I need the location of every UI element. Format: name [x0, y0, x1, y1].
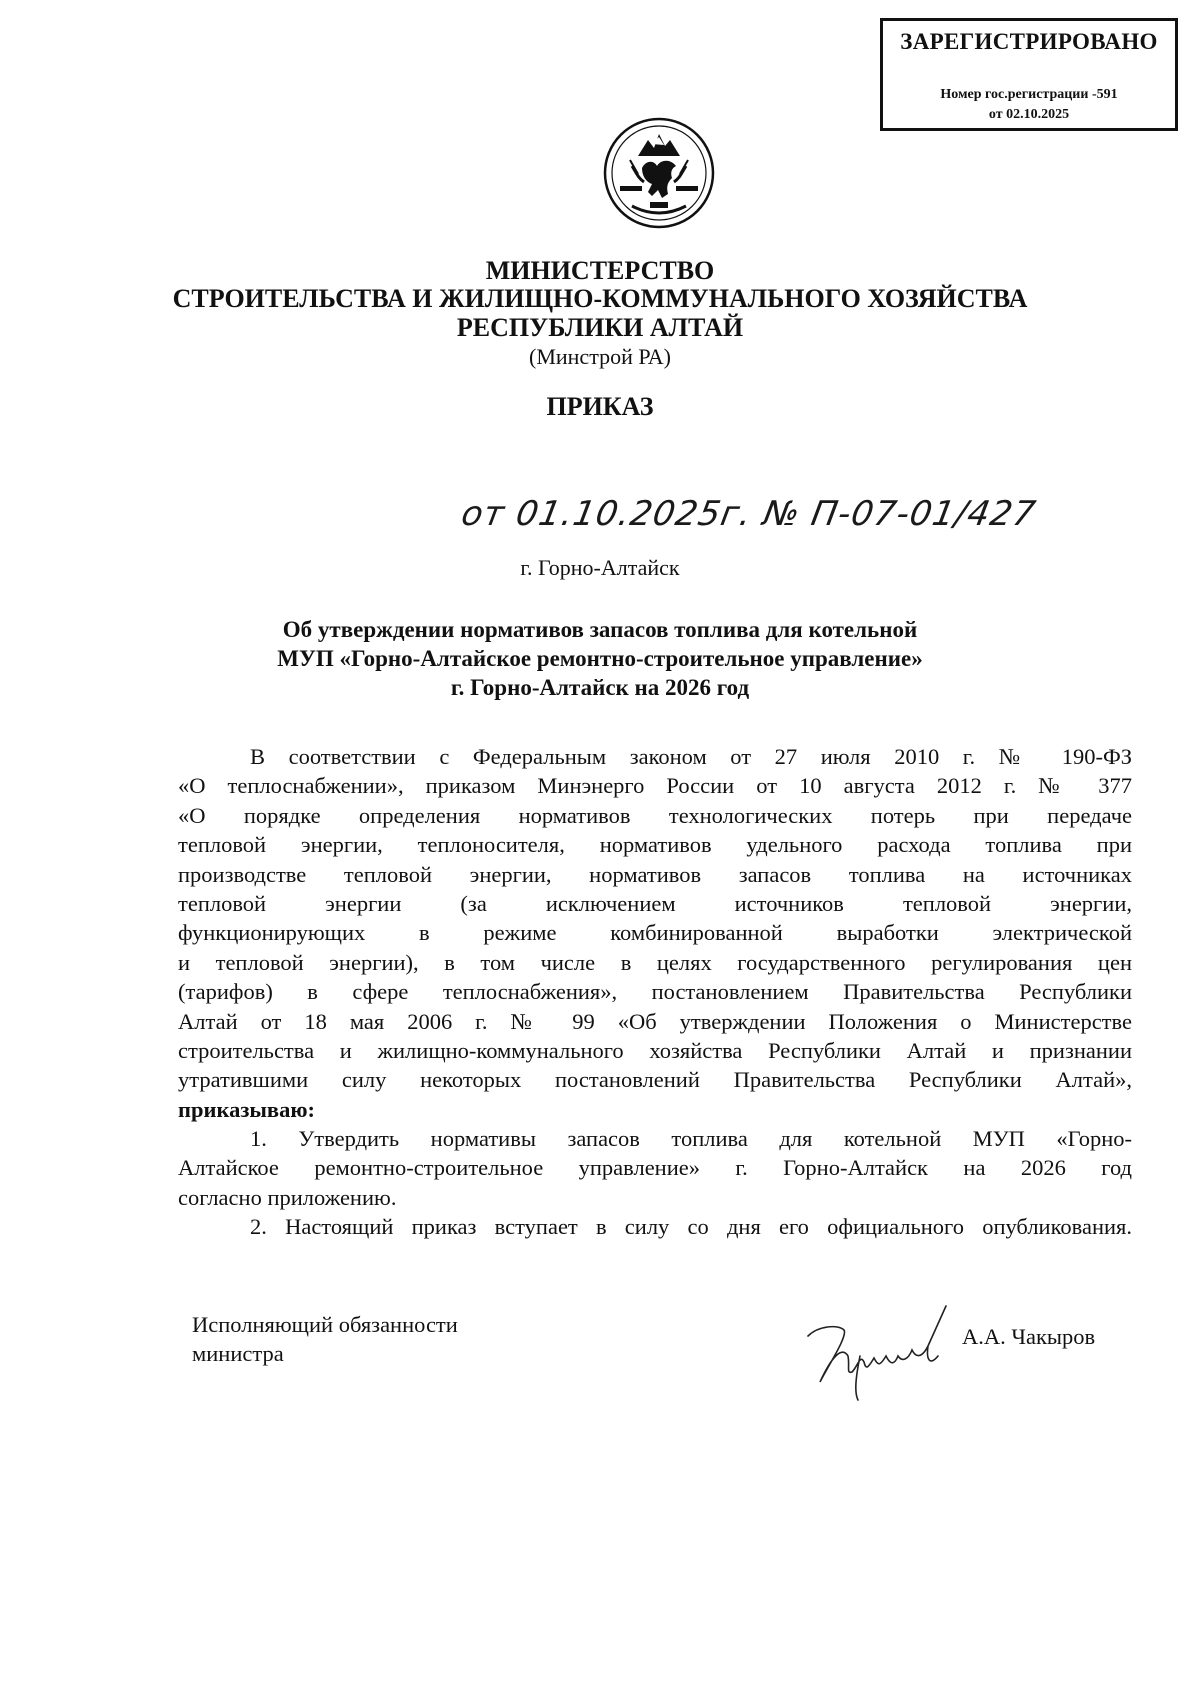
- item2-line: 2. Настоящий приказ вступает в силу со дня его официального опубликования.: [250, 1214, 1132, 1240]
- subject-line3: г. Горно-Алтайск на 2026 год: [450, 675, 750, 700]
- preamble-line: (тарифов) в сфере теплоснабжения», постановлением Правительства Республики: [178, 979, 1132, 1005]
- preamble-line: тепловой энергии, теплоносителя, нормативов удельного расхода топлива при: [178, 832, 1132, 858]
- signatory-name: А.А. Чакыров: [962, 1324, 1096, 1349]
- preamble-paragraph: [178, 742, 1132, 1242]
- preamble-line: и тепловой энергии), в том числе в целях государственного регулирования цен: [178, 949, 1132, 975]
- ministry-title-line2: СТРОИТЕЛЬСТВА И ЖИЛИЩНО-КОММУНАЛЬНОГО ХОЗЯЙСТВА: [172, 284, 1028, 313]
- order-number-handwritten: от 01.10.2025г. № П-07-01/427: [458, 494, 1040, 534]
- preamble-line: Алтай от 18 мая 2006 г. № 99 «Об утверждении Положения о Министерстве: [178, 1008, 1132, 1034]
- preamble-line: производстве тепловой энергии, нормативов запасов топлива на источниках: [178, 861, 1132, 887]
- preamble-line: «О порядке определения нормативов технологических потерь при передаче: [178, 802, 1132, 828]
- city: г. Горно-Алтайск: [520, 555, 680, 580]
- item1-line: Алтайское ремонтно-строительное управление» г. Горно-Алтайск на 2026 год: [178, 1155, 1132, 1181]
- preamble-line: «О теплоснабжении», приказом Минэнерго России от 10 августа 2012 г. № 377: [178, 773, 1132, 799]
- ministry-abbreviation: (Минстрой РА): [529, 344, 671, 369]
- preamble-line: В соответствии с Федеральным законом от 27 июля 2010 г. № 190-ФЗ: [250, 744, 1132, 769]
- stamp-reg-number: Номер гос.регистрации -591: [940, 87, 1118, 102]
- ministry-title-line3: РЕСПУБЛИКИ АЛТАЙ: [456, 313, 744, 342]
- preamble-line: строительства и жилищно-коммунального хозяйства Республики Алтай и признании: [178, 1037, 1132, 1063]
- stamp-reg-date: от 02.10.2025: [988, 107, 1070, 122]
- signatory-position-line1: Исполняющий обязанности: [192, 1312, 458, 1337]
- preamble-line: тепловой энергии (за исключением источников тепловой энергии,: [178, 890, 1132, 916]
- preamble-line: утратившими силу некоторых постановлений Правительства Республики Алтай»,: [178, 1067, 1132, 1093]
- handwritten-signature: [798, 1296, 968, 1406]
- altai-republic-coat-of-arms-icon: [602, 116, 716, 230]
- subject-line2: МУП «Горно-Алтайское ремонтно-строительное управление»: [277, 646, 923, 671]
- signatory-position-line2: министра: [192, 1341, 284, 1366]
- order-word: приказываю:: [178, 1096, 316, 1122]
- stamp-title: ЗАРЕГИСТРИРОВАНО: [900, 29, 1158, 54]
- item1-line: согласно приложению.: [178, 1184, 397, 1210]
- item1-line: 1. Утвердить нормативы запасов топлива для котельной МУП «Горно-: [250, 1126, 1132, 1152]
- ministry-title-line1: МИНИСТЕРСТВО: [485, 256, 715, 285]
- registration-stamp: [880, 18, 1178, 131]
- subject-line1: Об утверждении нормативов запасов топлива для котельной: [282, 617, 918, 642]
- document-type: ПРИКАЗ: [546, 392, 654, 421]
- preamble-line: функционирующих в режиме комбинированной выработки электрической: [178, 920, 1132, 946]
